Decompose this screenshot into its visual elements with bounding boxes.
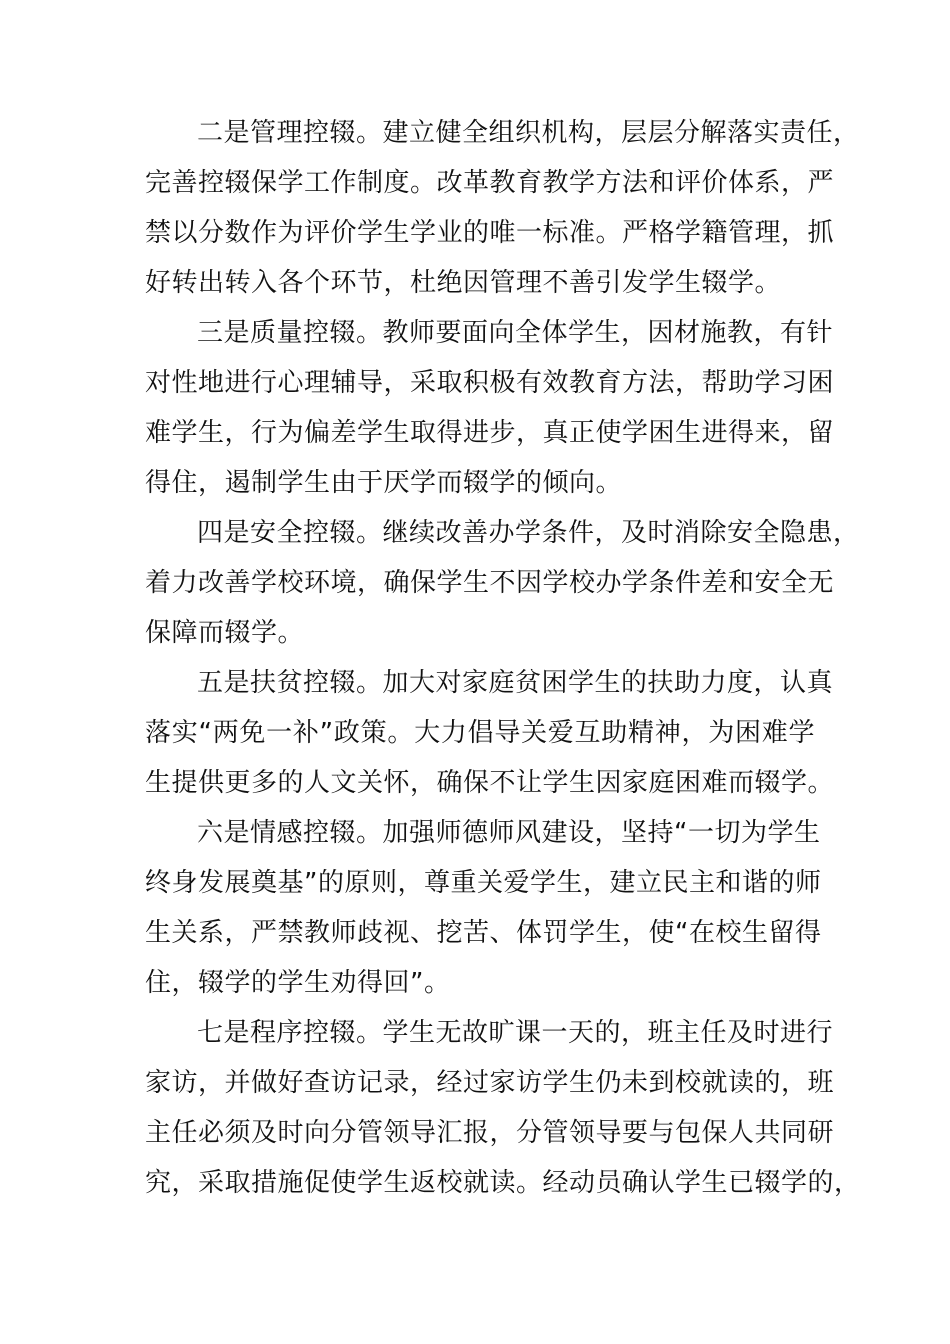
text-line: 主任必须及时向分管领导汇报，分管领导要与包保人共同研 bbox=[145, 1118, 835, 1148]
text-line: 对性地进行心理辅导，采取积极有效教育方法，帮助学习困 bbox=[145, 368, 835, 398]
text-line: 落实“两免一补”政策。大力倡导关爱互助精神，为困难学 bbox=[145, 718, 815, 748]
paragraph-emotion bbox=[145, 808, 822, 1008]
text-line: 住，辍学的学生劝得回”。 bbox=[145, 968, 451, 998]
text-line: 二是管理控辍。建立健全组织机构，层层分解落实责任， bbox=[197, 118, 860, 148]
paragraph-procedure bbox=[145, 1008, 861, 1208]
paragraph-poverty bbox=[145, 658, 835, 808]
text-line: 七是程序控辍。学生无故旷课一天的，班主任及时进行 bbox=[197, 1018, 834, 1048]
text-line: 究，采取措施促使学生返校就读。经动员确认学生已辍学的， bbox=[145, 1168, 861, 1198]
text-line: 五是扶贫控辍。加大对家庭贫困学生的扶助力度，认真 bbox=[197, 668, 834, 698]
text-line: 得住，遏制学生由于厌学而辍学的倾向。 bbox=[145, 468, 623, 498]
text-line: 家访，并做好查访记录，经过家访学生仍未到校就读的，班 bbox=[145, 1068, 835, 1098]
text-line: 好转出转入各个环节，杜绝因管理不善引发学生辍学。 bbox=[145, 268, 782, 298]
paragraph-safety bbox=[145, 508, 860, 658]
text-line: 完善控辍保学工作制度。改革教育教学方法和评价体系，严 bbox=[145, 168, 835, 198]
paragraph-quality bbox=[145, 308, 835, 508]
document-body bbox=[145, 108, 861, 1208]
text-line: 着力改善学校环境，确保学生不因学校办学条件差和安全无 bbox=[145, 568, 835, 598]
text-line: 保障而辍学。 bbox=[145, 618, 305, 648]
text-line: 六是情感控辍。加强师德师风建设，坚持“一切为学生 bbox=[197, 818, 821, 848]
text-line: 生提供更多的人文关怀，确保不让学生因家庭困难而辍学。 bbox=[145, 768, 835, 798]
text-line: 生关系，严禁教师歧视、挖苦、体罚学生，使“在校生留得 bbox=[145, 918, 822, 948]
text-line: 四是安全控辍。继续改善办学条件，及时消除安全隐患， bbox=[197, 518, 860, 548]
text-line: 难学生，行为偏差学生取得进步，真正使学困生进得来，留 bbox=[145, 418, 835, 448]
text-line: 三是质量控辍。教师要面向全体学生，因材施教，有针 bbox=[197, 318, 834, 348]
text-line: 终身发展奠基”的原则，尊重关爱学生，建立民主和谐的师 bbox=[145, 868, 822, 898]
text-line: 禁以分数作为评价学生学业的唯一标准。严格学籍管理，抓 bbox=[145, 218, 835, 248]
paragraph-management bbox=[145, 108, 860, 308]
